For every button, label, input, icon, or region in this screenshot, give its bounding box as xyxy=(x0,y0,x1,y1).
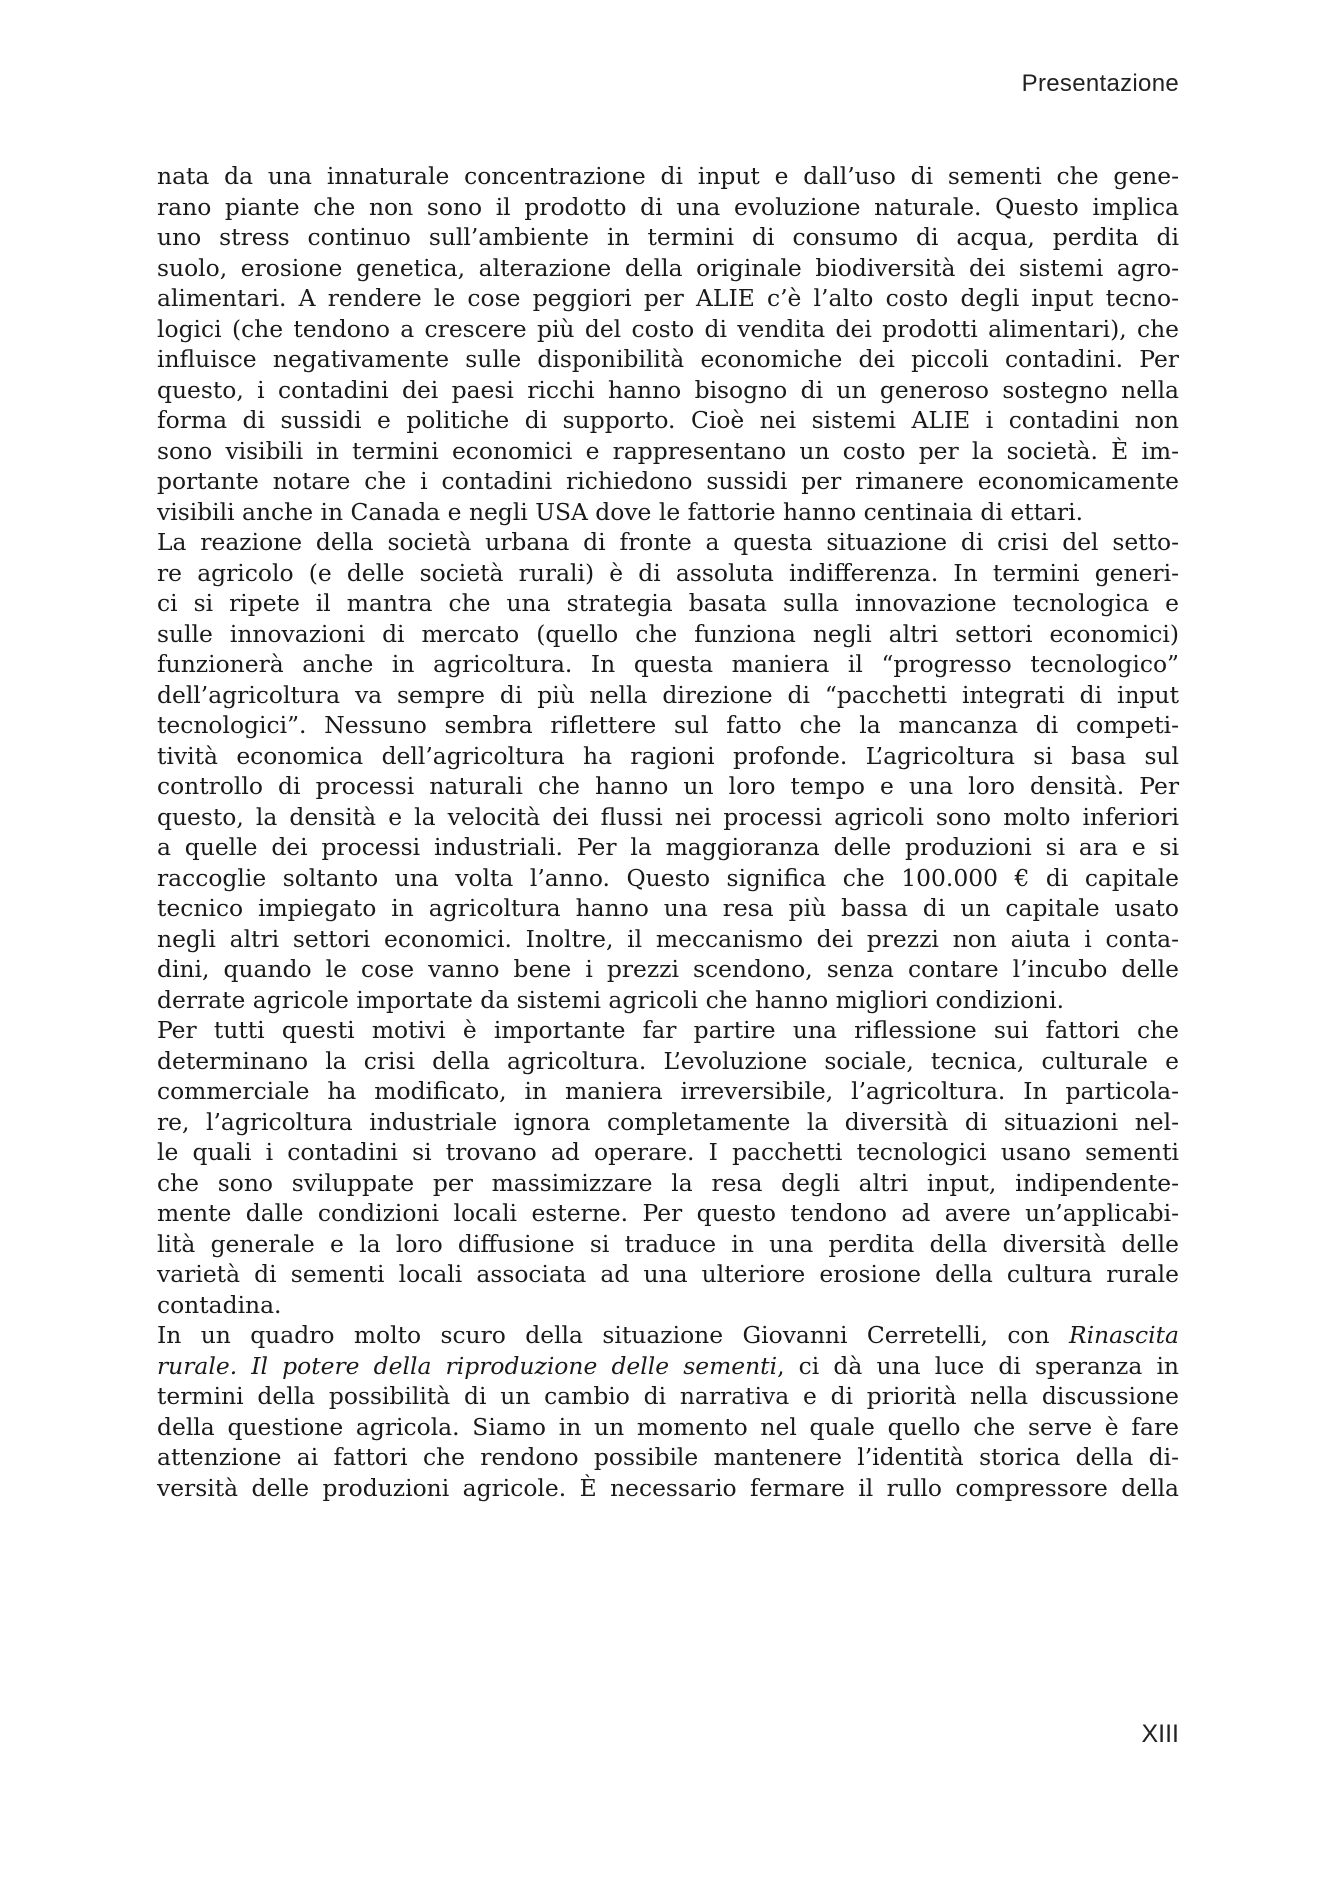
text-segment: In un quadro molto scuro della situazione Giovanni Cerretelli, con xyxy=(157,1321,1069,1349)
text-line: logici (che tendono a crescere più del costo di vendita dei prodotti alimentari), che xyxy=(157,314,1179,343)
text-line: tecnico impiegato in agricoltura hanno una resa più bassa di un capitale usato xyxy=(157,894,1179,922)
text-segment: , ci dà una luce di speranza in xyxy=(777,1351,1179,1380)
text-line: ci si ripete il mantra che una strategia basata sulla innovazione tecnologica e xyxy=(157,589,1179,617)
text-line: controllo di processi naturali che hanno un loro tempo e una loro densità. Per xyxy=(157,772,1179,800)
text-line: attenzione ai fattori che rendono possibile mantenere l’identità storica della di- xyxy=(157,1443,1179,1471)
text-line: funzionerà anche in agricoltura. In questa maniera il “progresso tecnologico” xyxy=(157,650,1179,678)
text-line: mente dalle condizioni locali esterne. Per questo tendono ad avere un’applicabi- xyxy=(157,1199,1179,1227)
text-line xyxy=(157,1351,1179,1382)
text-line: influisce negativamente sulle disponibilità economiche dei piccoli contadini. Per xyxy=(157,345,1179,373)
text-line: uno stress continuo sull’ambiente in termini di consumo di acqua, perdita di xyxy=(157,223,1179,251)
text-line: alimentari. A rendere le cose peggiori per ALIE c’è l’alto costo degli input tecno- xyxy=(157,284,1179,312)
text-line: le quali i contadini si trovano ad operare. I pacchetti tecnologici usano sementi xyxy=(157,1138,1179,1166)
text-line: forma di sussidi e politiche di supporto. Cioè nei sistemi ALIE i contadini non xyxy=(157,406,1179,434)
text-line: rano piante che non sono il prodotto di una evoluzione naturale. Questo implica xyxy=(157,192,1179,221)
text-line: questo, i contadini dei paesi ricchi hanno bisogno di un generoso sostegno nella xyxy=(157,375,1179,404)
text-line: tività economica dell’agricoltura ha ragioni profonde. L’agricoltura si basa sul xyxy=(157,741,1179,770)
text-line: re, l’agricoltura industriale ignora completamente la diversità di situazioni nel- xyxy=(157,1107,1179,1136)
text-line: visibili anche in Canada e negli USA dove le fattorie hanno centinaia di ettari. xyxy=(157,497,1084,526)
text-line: portante notare che i contadini richiedono sussidi per rimanere economicamente xyxy=(157,467,1179,495)
text-line: nata da una innaturale concentrazione di input e dall’uso di sementi che gene- xyxy=(157,162,1179,190)
text-line: dell’agricoltura va sempre di più nella direzione di “pacchetti integrati di input xyxy=(157,680,1179,709)
text-line: che sono sviluppate per massimizzare la resa degli altri input, indipendente- xyxy=(157,1168,1179,1197)
book-title-italic: Rinascita xyxy=(1068,1321,1179,1349)
text-line: suolo, erosione genetica, alterazione della originale biodiversità dei sistemi agro- xyxy=(157,253,1179,282)
running-head: Presentazione xyxy=(1021,70,1179,97)
text-line: determinano la crisi della agricoltura. L’evoluzione sociale, tecnica, culturale e xyxy=(157,1046,1179,1075)
text-line: re agricolo (e delle società rurali) è di assoluta indifferenza. In termini generi- xyxy=(157,558,1179,587)
text-line: dini, quando le cose vanno bene i prezzi scendono, senza contare l’incubo delle xyxy=(157,955,1179,983)
text-line: commerciale ha modificato, in maniera irreversibile, l’agricoltura. In particola- xyxy=(157,1077,1179,1105)
text-line: versità delle produzioni agricole. È necessario fermare il rullo compressore della xyxy=(157,1473,1179,1502)
text-line: lità generale e la loro diffusione si traduce in una perdita della diversità delle xyxy=(157,1229,1179,1258)
text-line: a quelle dei processi industriali. Per la maggioranza delle produzioni si ara e si xyxy=(157,833,1179,861)
text-line xyxy=(157,1320,1179,1351)
text-line: termini della possibilità di un cambio di narrativa e di priorità nella discussione xyxy=(157,1382,1179,1410)
text-line: sulle innovazioni di mercato (quello che funziona negli altri settori economici) xyxy=(157,619,1179,648)
text-line: questo, la densità e la velocità dei flussi nei processi agricoli sono molto inferiori xyxy=(157,802,1179,831)
text-line: varietà di sementi locali associata ad una ulteriore erosione della cultura rurale xyxy=(157,1260,1179,1288)
text-line: sono visibili in termini economici e rappresentano un costo per la società. È im- xyxy=(157,436,1179,465)
body-text xyxy=(157,161,1179,1503)
text-line: raccoglie soltanto una volta l’anno. Questo significa che 100.000 € di capitale xyxy=(157,863,1179,892)
text-line: derrate agricole importate da sistemi agricoli che hanno migliori condizioni. xyxy=(157,985,1065,1014)
text-line: La reazione della società urbana di fronte a questa situazione di crisi del setto- xyxy=(157,528,1179,556)
text-line: contadina. xyxy=(157,1290,282,1319)
text-line: tecnologici”. Nessuno sembra riflettere sul fatto che la mancanza di competi- xyxy=(157,711,1179,739)
text-line: negli altri settori economici. Inoltre, il meccanismo dei prezzi non aiuta i conta- xyxy=(157,924,1179,953)
page-number: XIII xyxy=(1141,1720,1179,1748)
text-line: Per tutti questi motivi è importante far partire una riflessione sui fattori che xyxy=(157,1016,1179,1044)
text-line: della questione agricola. Siamo in un momento nel quale quello che serve è fare xyxy=(157,1412,1179,1441)
book-title-italic: rurale. Il potere della riproduzione delle sementi xyxy=(157,1351,778,1380)
